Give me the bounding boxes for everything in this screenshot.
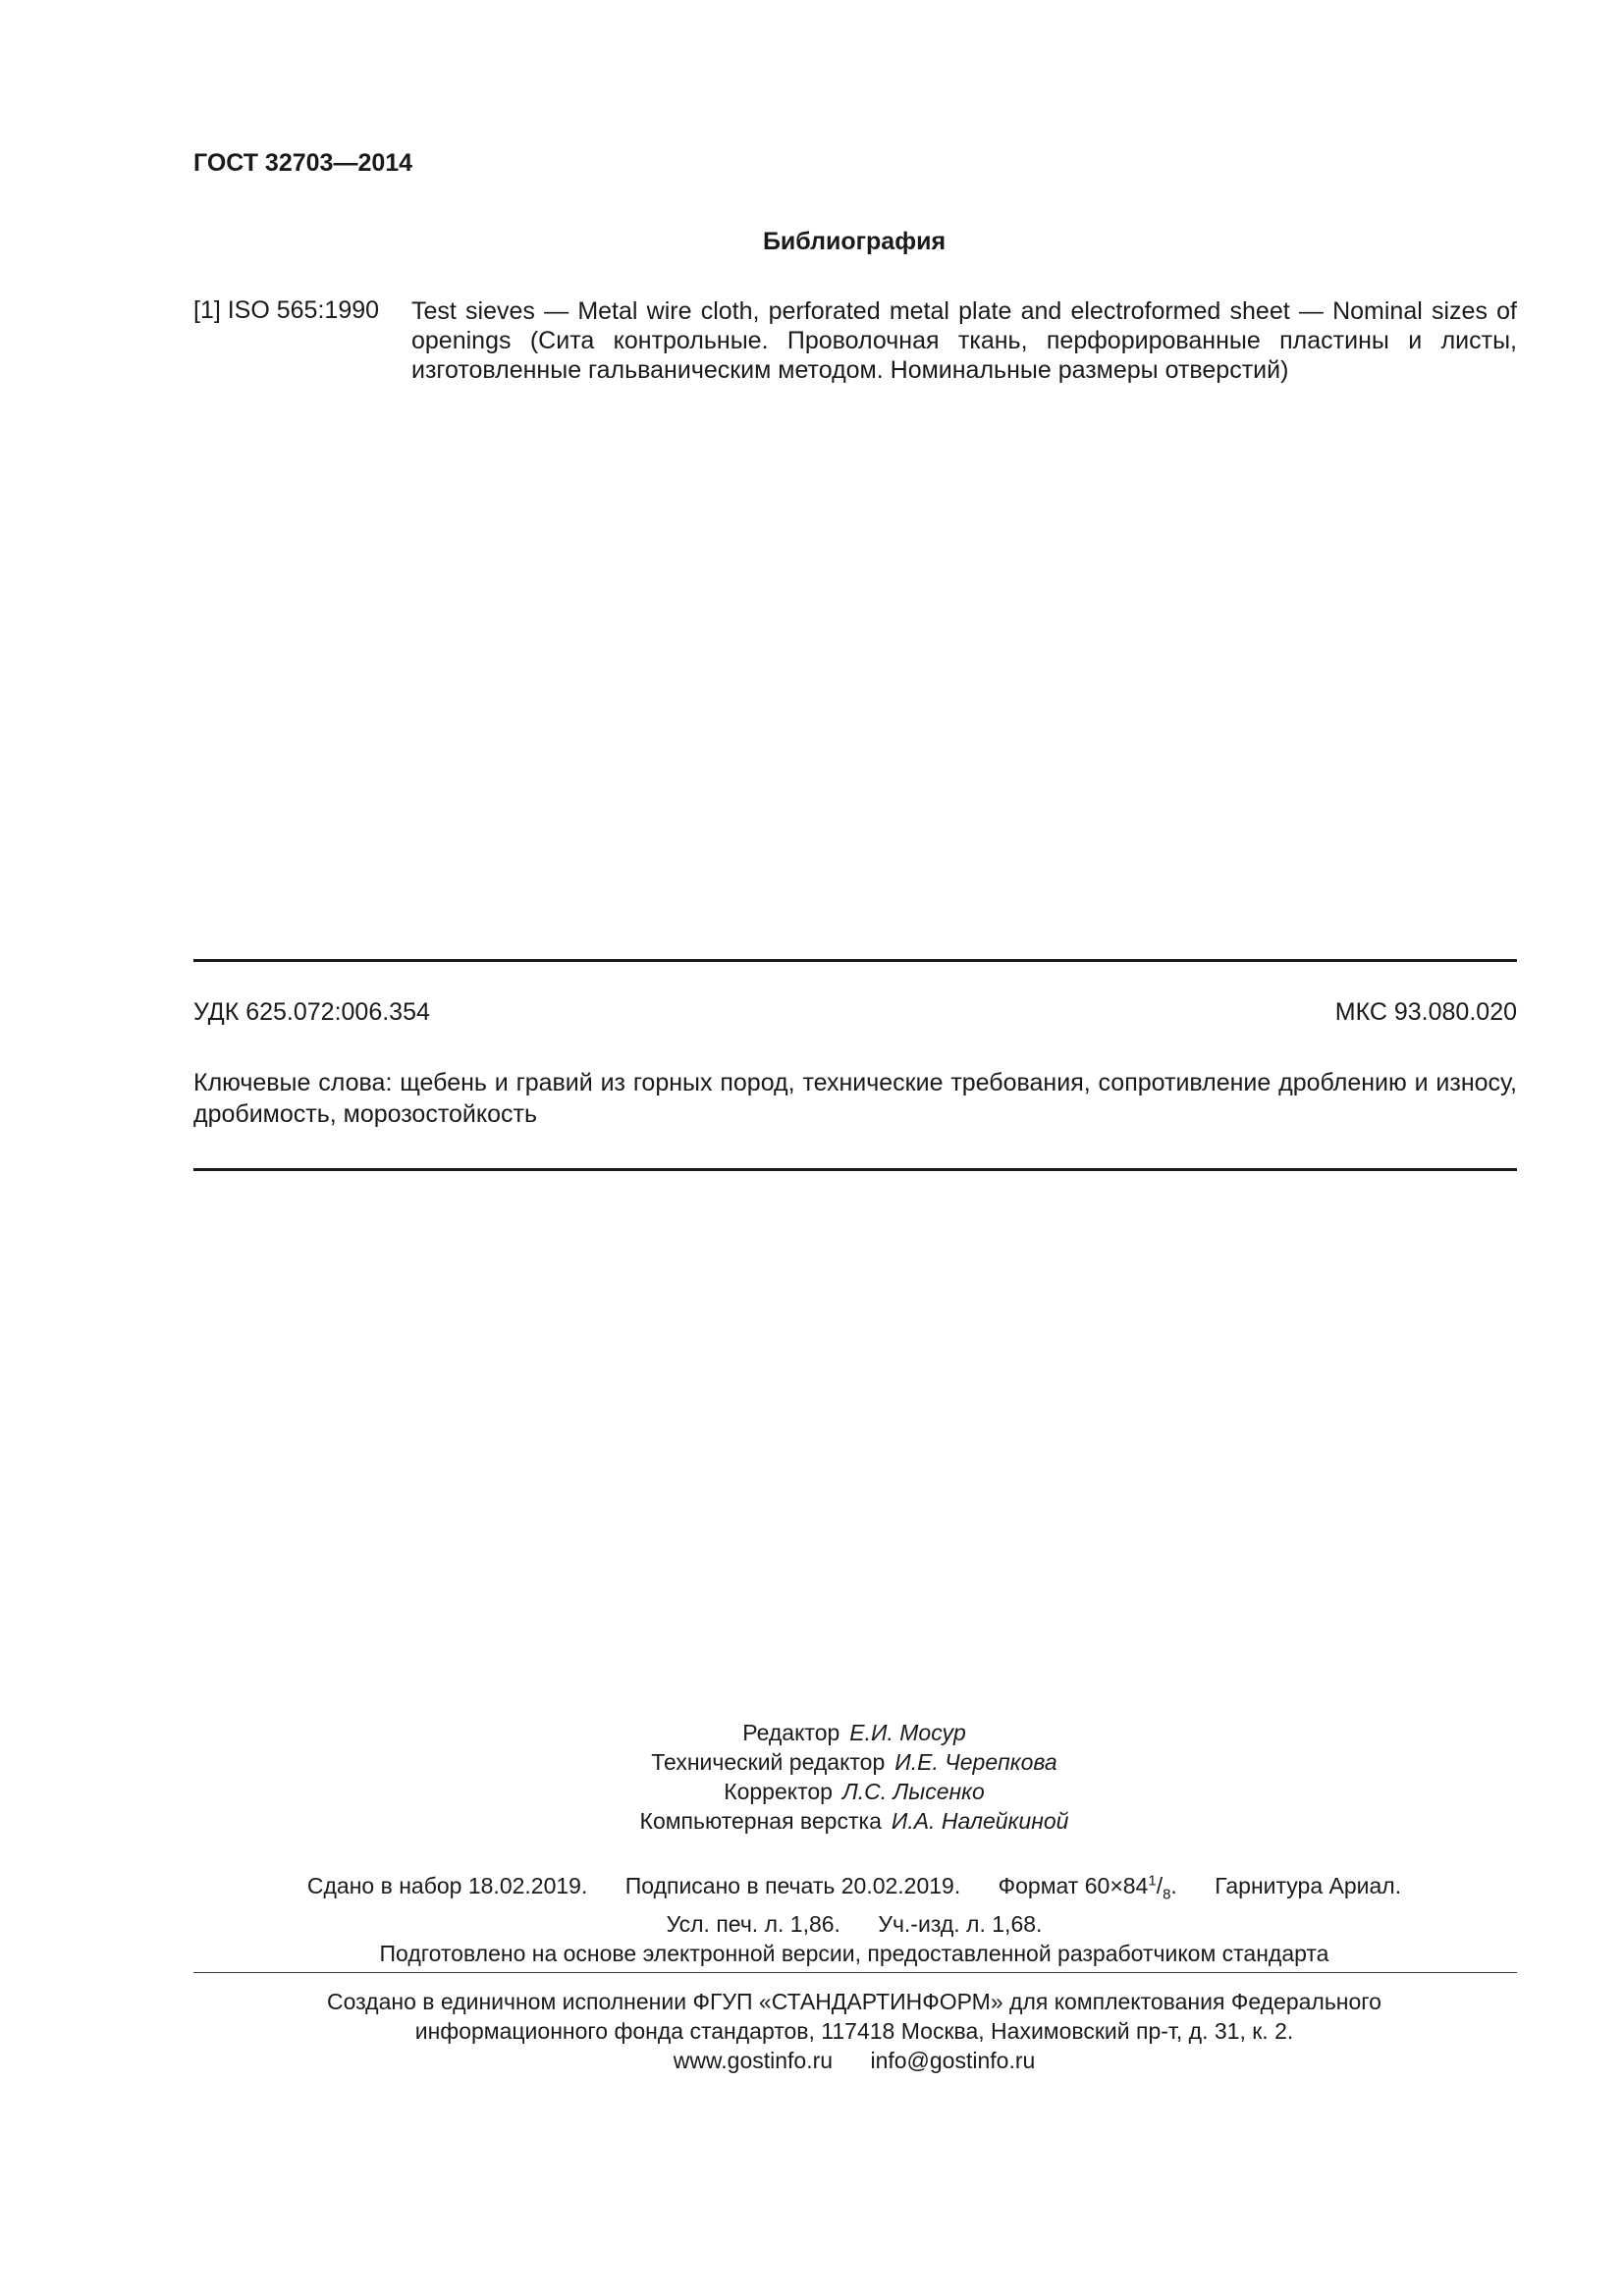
section-divider-top [193,959,1517,962]
udk-code: УДК 625.072:006.354 [193,998,430,1026]
bibliography-title: Библиография [762,228,947,255]
publication-dates-line [0,1866,1624,1909]
signed-date: Подписано в печать 20.02.2019. [624,1872,961,1898]
keywords: Ключевые слова: щебень и гравий из горных пород, технические требования, сопротивление дроблению и износу, дробимость, морозостойкость [193,1069,1517,1128]
footer [0,1987,1624,2075]
standard-code: ГОСТ 32703—2014 [193,149,413,177]
footer-line-1: Создано в единичном исполнении ФГУП «СТАНДАРТИНФОРМ» для комплектования Федерального [327,1989,1381,2014]
publication-info [0,1866,1624,1968]
reference-number: [1] ISO 565:1990 [193,296,380,324]
credit-editor [0,1718,1624,1747]
edit-sheets: Уч.-изд. л. 1,68. [878,1911,1043,1938]
credit-role: Компьютерная верстка [639,1808,882,1834]
publication-sheets-line [0,1909,1624,1939]
credit-layout [0,1806,1624,1836]
section-divider-bottom [193,1168,1517,1171]
credit-name: И.Е. Черепкова [894,1749,1057,1775]
credit-technical-editor [0,1747,1624,1777]
website-link[interactable]: www.gostinfo.ru [673,2048,834,2073]
footer-divider [193,1972,1517,1973]
credit-name: И.А. Налейкиной [891,1808,1069,1834]
credit-role: Редактор [742,1720,840,1745]
email-link[interactable]: info@gostinfo.ru [870,2048,1036,2073]
footer-contacts [0,2046,1624,2075]
credits-block [0,1718,1624,1836]
reference-text: Test sieves — Metal wire cloth, perforated metal plate and electroformed sheet — Nominal sizes of openings (Сита контрольные. Проволочная ткань, перфорированные пластины и листы, изготовленные гальваническим методом. Номинальные размеры отверстий) [411,297,1517,384]
mks-code: МКС 93.080.020 [1334,998,1517,1026]
print-sheets: Усл. печ. л. 1,86. [666,1911,840,1938]
prepared-note: Подготовлено на основе электронной версии, предоставленной разработчиком стандарта [379,1941,1329,1967]
paper-format: Формат $60\times 84^1/_8$. [998,1872,1177,1903]
footer-line-2: информационного фонда стандартов, 117418 Москва, Нахимовский пр-т, д. 31, к. 2. [414,2018,1294,2044]
credit-role: Корректор [724,1779,833,1804]
submitted-date: Сдано в набор 18.02.2019. [306,1872,588,1898]
credit-name: Е.И. Мосур [849,1720,966,1745]
credit-corrector [0,1777,1624,1806]
typeface: Гарнитура Ариал. [1215,1872,1402,1898]
credit-role: Технический редактор [651,1749,886,1775]
credit-name: Л.С. Лысенко [841,1779,985,1804]
